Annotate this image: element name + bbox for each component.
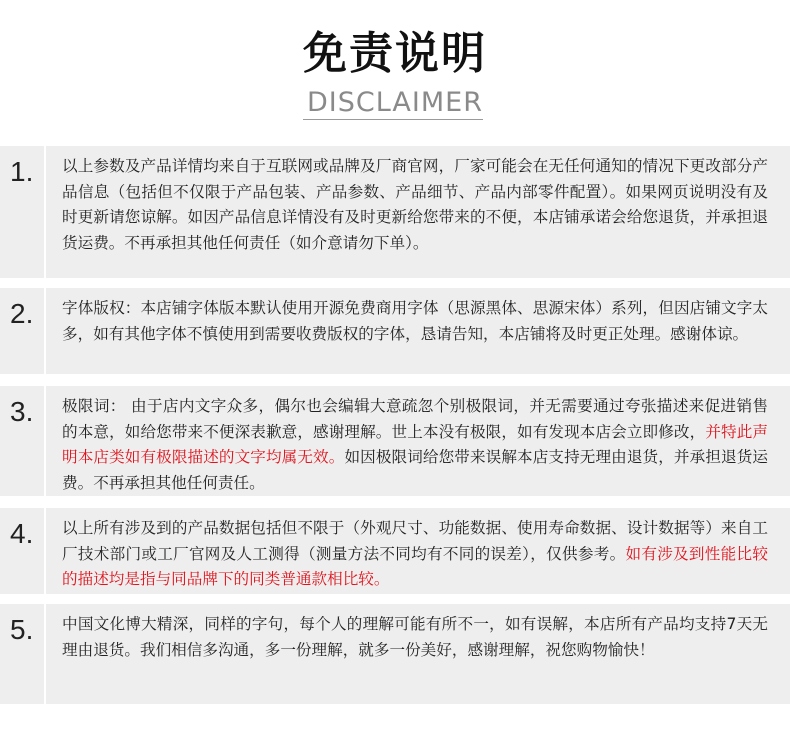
item-number: 3. [10, 396, 34, 427]
item-text-highlight: 并特此声明本店类如有极限描述的文字均属无效。 [62, 422, 768, 466]
title-divider [303, 119, 483, 120]
item-number-badge [0, 604, 46, 704]
item-number: 5. [10, 614, 34, 645]
disclaimer-item-1 [0, 146, 790, 278]
item-text [62, 394, 768, 496]
page-subtitle: DISCLAIMER [307, 87, 483, 118]
item-number: 1. [10, 156, 34, 187]
item-text: 字体版权：本店铺字体版本默认使用开源免费商用字体（思源黑体、思源宋体）系列，但因店铺文字太多，如有其他字体不慎使用到需要收费版权的字体，恳请告知，本店铺将及时更正处理。感谢体谅。 [62, 299, 768, 343]
item-text [62, 516, 768, 593]
item-text-normal-after: 如因极限词给您带来误解本店支持无理由退货，并承担退货运费。不再承担其他任何责任。 [62, 448, 768, 492]
item-number-badge [0, 288, 46, 374]
item-text: 中国文化博大精深，同样的字句，每个人的理解可能有所不一，如有误解，本店所有产品均支持7天无理由退货。我们相信多沟通，多一份理解，就多一份美好，感谢理解，祝您购物愉快！ [62, 615, 768, 659]
item-number-badge [0, 386, 46, 496]
disclaimer-item-4 [0, 508, 790, 594]
disclaimer-item-2 [0, 288, 790, 374]
item-number-badge [0, 508, 46, 594]
disclaimer-item-3 [0, 386, 790, 496]
item-text: 以上参数及产品详情均来自于互联网或品牌及厂商官网，厂家可能会在无任何通知的情况下更改部分产品信息（包括但不仅限于产品包装、产品参数、产品细节、产品内部零件配置）。如果网页说明没有及时更新请您谅解。如因产品信息详情没有及时更新给您带来的不便，本店铺承诺会给您退货，并承担退货运费。不再承担其他任何责任（如介意请勿下单）。 [62, 157, 768, 252]
item-number-badge [0, 146, 46, 278]
item-number: 2. [10, 298, 34, 329]
header [0, 0, 790, 140]
item-text-highlight: 如有涉及到性能比较的描述均是指与同品牌下的同类普通款相比较。 [62, 544, 768, 588]
page-title: 免责说明 [303, 28, 487, 79]
item-text-normal: 极限词： 由于店内文字众多，偶尔也会编辑大意疏忽个别极限词，并无需要通过夸张描述来促进销售的本意，如给您带来不便深表歉意，感谢理解。世上本没有极限，如有发现本店会立即修改， [62, 397, 768, 441]
item-number: 4. [10, 518, 34, 549]
disclaimer-item-5 [0, 604, 790, 704]
item-text-normal: 以上所有涉及到的产品数据包括但不限于（外观尺寸、功能数据、使用寿命数据、设计数据等）来自工厂技术部门或工厂官网及人工测得（测量方法不同均有不同的误差），仅供参考。 [62, 519, 768, 563]
